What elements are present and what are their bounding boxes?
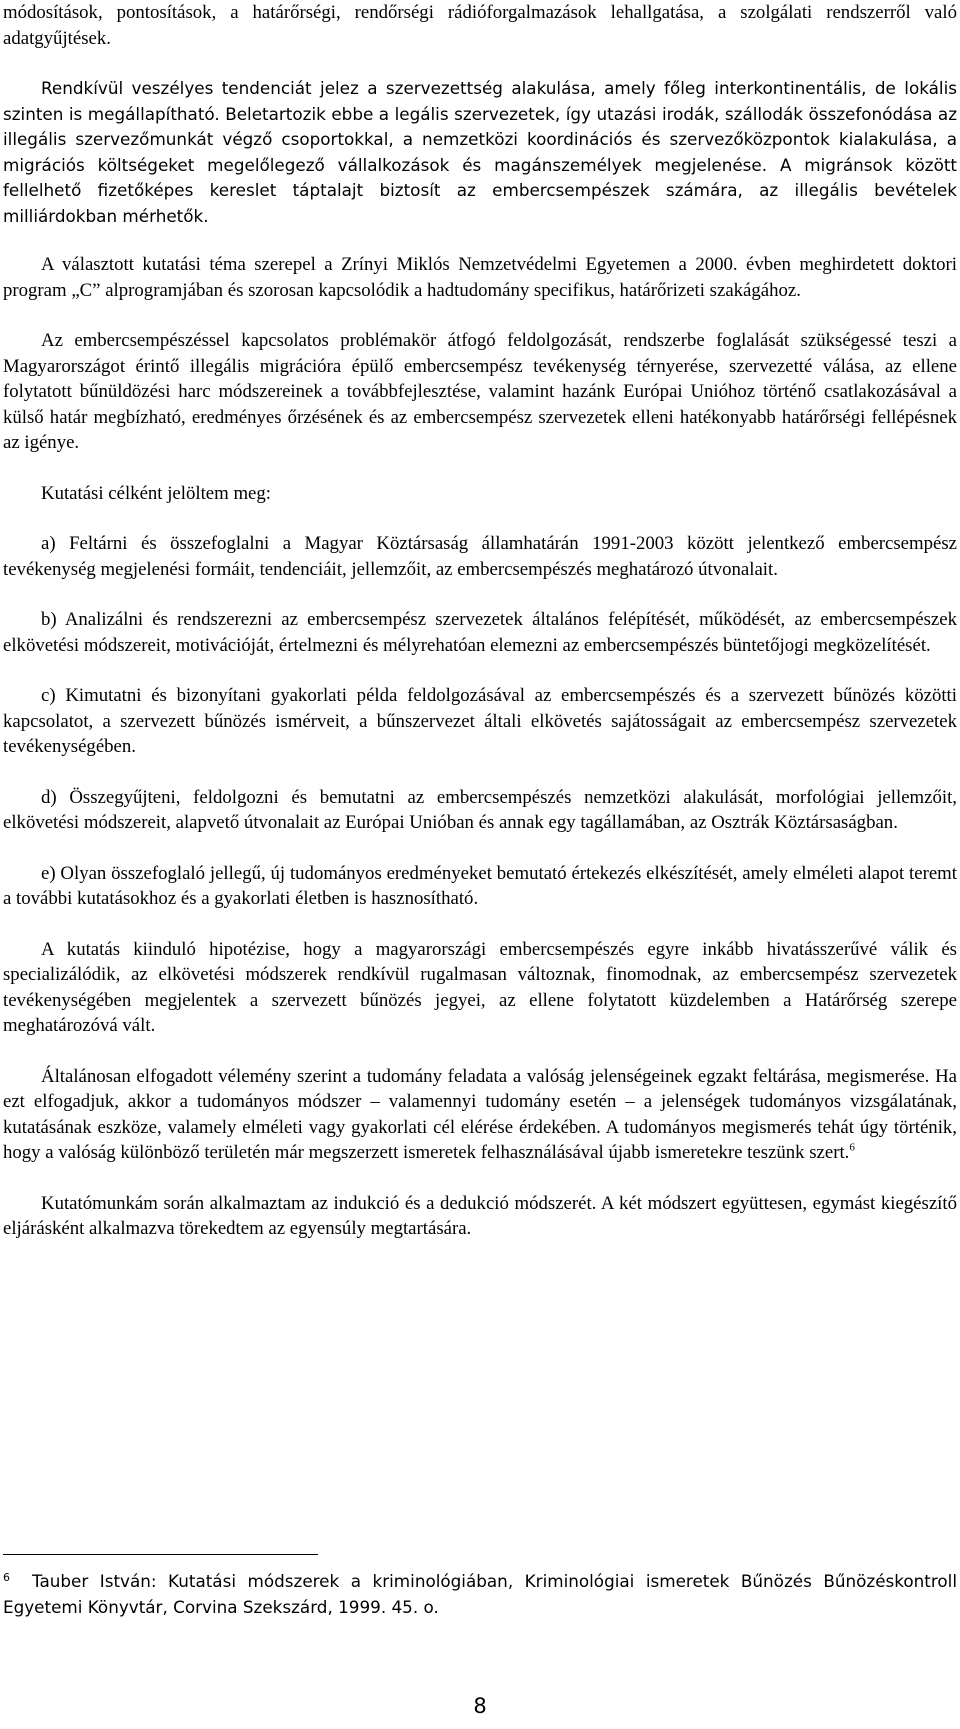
paragraph-scientific-method-text: Általánosan elfogadott vélemény szerint a tudomány feladata a valóság jelenségeinek egzakt feltárása, megismerése. Ha ezt elfogadjuk, akkor a tudományos módszer – valamennyi tudomány esetén – a jelenségek tudományos vizsgálatának, kutatásának eszköze, valamely elméleti vagy gyakorlati cél elérése érdekében. A tudományos megismerés tehát úgy történik, hogy a valóság különböző területén már megszerzett ismeretek felhasználásával újabb ismeretekre teszünk szert. bbox=[3, 1065, 957, 1163]
paragraph-methods: Kutatómunkám során alkalmaztam az indukció és a dedukció módszerét. A két módszert együttesen, egymást kiegészítő eljárásként alkalmazva törekedtem az egyensúly megtartására. bbox=[3, 1192, 957, 1239]
paragraph-research-goals-intro: Kutatási célként jelöltem meg: bbox=[41, 482, 271, 504]
paragraph-hypothesis: A kutatás kiinduló hipotézise, hogy a magyarországi embercsempészés egyre inkább hivatásszerűvé válik és specializálódik, az elkövetési módszerek rendkívül rugalmasan változnak, finomodnak, az embercsempész szervezetek tevékenységében megjelentek a szervezett bűnözés jegyei, az ellene folytatott küzdelemben a Határőrség szerepe meghatározóvá vált. bbox=[3, 938, 957, 1036]
goal-e: e) Olyan összefoglaló jellegű, új tudományos eredményeket bemutató értekezés elkészítését, amely elméleti alapot teremt a további kutatásokhoz és a gyakorlati életben is hasznosítható. bbox=[3, 862, 957, 909]
footnote-text: Tauber István: Kutatási módszerek a kriminológiában, Kriminológiai ismeretek Bűnözés Bűnözéskontroll Egyetemi Könyvtár, Corvina Szekszárd, 1999. 45. o. bbox=[3, 1571, 957, 1617]
paragraph-organization: Rendkívül veszélyes tendenciát jelez a szervezettség alakulása, amely főleg interkontinentális, de lokális szinten is megállapítható. Beletartozik ebbe a legális szervezetek, így utazási irodák, szállodák összefonódása az illegális szervezőmunkát végző csoportokkal, a nemzetközi koordinációs és szervezőközpontok kialakulása, a migrációs költségeket megelőlegező vállalkozások és magánszemélyek megjelenése. A migránsok között fellelhető fizetőképes kereslet táptalajt biztosít az embercsempészek számára, az illegális bevételek milliárdokban mérhetők. bbox=[3, 78, 957, 226]
page-number: 8 bbox=[473, 1694, 487, 1718]
footnote-reference[interactable]: 6 bbox=[849, 1141, 855, 1154]
paragraph-problem-area: Az embercsempészéssel kapcsolatos problémakör átfogó feldolgozását, rendszerbe foglalását szükségessé teszi a Magyarországot érintő illegális migrációra épülő embercsempész tevékenység térnyerése, szervezetté válása, az ellene folytatott bűnüldözési harc módszereinek a továbbfejlesztése, valamint hazánk Európai Unióhoz történő csatlakozásával a külső határ megbízható, eredményes őrzésének és az embercsempész szervezetek elleni hatékonyabb határőrségi fellépésnek az igénye. bbox=[3, 330, 957, 453]
paragraph-scientific-method bbox=[3, 1064, 957, 1166]
goal-a: a) Feltárni és összefoglalni a Magyar Köztársaság államhatárán 1991-2003 között jelentkező embercsempész tevékenység megjelenési formáit, tendenciáit, jellemzőit, az embercsempészés meghatározó útvonalait. bbox=[3, 533, 957, 580]
footnote bbox=[3, 1568, 957, 1620]
footnote-separator bbox=[3, 1554, 318, 1555]
paragraph-continuation: módosítások, pontosítások, a határőrségi, rendőrségi rádióforgalmazások lehallgatása, a szolgálati rendszerről való adatgyűjtések. bbox=[3, 2, 957, 49]
goal-b: b) Analizálni és rendszerezni az embercsempész szervezetek általános felépítését, működését, az embercsempészek elkövetési módszereit, motivációját, értelmezni és mélyrehatóan elemezni az embercsempészés büntetőjogi megközelítését. bbox=[3, 609, 957, 656]
goal-c: c) Kimutatni és bizonyítani gyakorlati példa feldolgozásával az embercsempészés és a szervezett bűnözés közötti kapcsolatot, a szervezett bűnözés ismérveit, a bűnszervezet általi elkövetés sajátosságait az embercsempész szervezetek tevékenységében. bbox=[3, 685, 957, 757]
footnote-number: 6 bbox=[3, 1571, 10, 1584]
paragraph-research-topic: A választott kutatási téma szerepel a Zrínyi Miklós Nemzetvédelmi Egyetemen a 2000. évben meghirdetett doktori program „C” alprogramjában és szorosan kapcsolódik a hadtudomány specifikus, határőrizeti szakágához. bbox=[3, 254, 957, 301]
goal-d: d) Összegyűjteni, feldolgozni és bemutatni az embercsempészés nemzetközi alakulását, morfológiai jellemzőit, elkövetési módszereit, alapvető útvonalait az Európai Unióban és annak egy tagállamában, az Osztrák Köztársaságban. bbox=[3, 786, 957, 833]
